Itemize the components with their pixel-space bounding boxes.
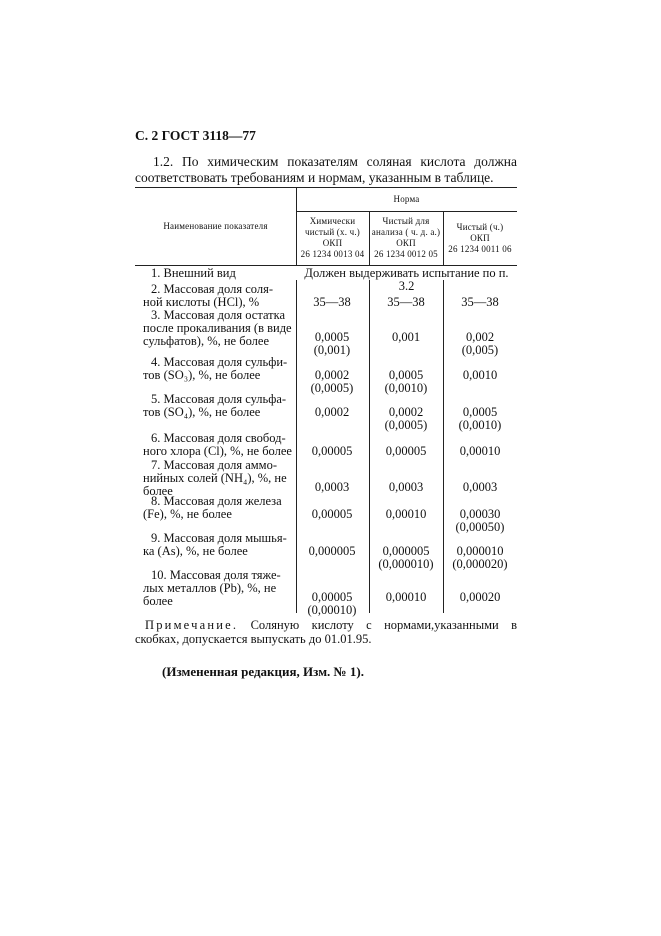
value-cell: 35—38 xyxy=(387,295,425,309)
value-cell: 0,0010 xyxy=(462,368,498,382)
value-cell: 0,00010 xyxy=(385,590,427,604)
indicator-line: 1. Внешний вид xyxy=(151,266,236,280)
value-cell xyxy=(296,331,368,357)
value-cell: 0,00020 xyxy=(459,590,501,604)
grade-header-line: ОКП xyxy=(470,233,490,243)
indicator-line: 8. Массовая доля железа xyxy=(151,494,282,508)
grade-header-ch xyxy=(443,222,517,255)
grade-header-line: ОКП xyxy=(396,238,416,248)
grade-header-line: Чистый (ч.) xyxy=(456,222,504,232)
indicator-line: 4. Массовая доля сульфи- xyxy=(151,355,288,369)
indicator-line: 5. Массовая доля сульфа- xyxy=(151,392,287,406)
indicator-line: сульфатов), %, не более xyxy=(143,334,270,348)
value-secondary: (0,0005) xyxy=(310,381,354,395)
value-primary: 0,0005 xyxy=(388,368,424,382)
value-cell: 0,00010 xyxy=(385,507,427,521)
value-secondary: (0,00010) xyxy=(307,603,357,617)
value-cell: 0,0003 xyxy=(314,480,350,494)
value-cell xyxy=(370,406,442,432)
value-primary: 0,002 xyxy=(465,330,495,344)
table-top-rule xyxy=(135,187,517,188)
intro-paragraph: 1.2. По химическим показателям соляная кислота должна соответствовать требованиям и нормам, указанным в таблице. xyxy=(135,154,517,185)
indicator-line: более xyxy=(143,594,173,608)
note-text: Соляную кислоту с нормами,указанными в скобках, допускается выпускать до 01.01.95. xyxy=(135,618,517,646)
value-cell xyxy=(444,331,516,357)
page-header: С. 2 ГОСТ 3118—77 xyxy=(135,128,256,143)
value-secondary: (0,001) xyxy=(313,343,351,357)
indicator-line: (Fe), %, не более xyxy=(143,507,232,521)
indicator-line: 2. Массовая доля соля- xyxy=(151,282,274,296)
amendment-note: (Измененная редакция, Изм. № 1). xyxy=(162,664,364,679)
value-secondary: (0,0010) xyxy=(384,381,428,395)
indicator-line: тов (SO₄), %, не более xyxy=(143,405,261,419)
value-cell: 0,0003 xyxy=(462,480,498,494)
indicator-text xyxy=(143,356,293,382)
value-cell: 0,0002 xyxy=(314,405,350,419)
value-primary: 0,0005 xyxy=(314,330,350,344)
grade-header-line: 26 1234 0013 04 xyxy=(300,249,365,259)
grade-header-line: 26 1234 0012 05 xyxy=(374,249,438,259)
grade-header-line: Чистый для xyxy=(382,216,430,226)
indicator-text xyxy=(143,495,293,521)
value-cell: 35—38 xyxy=(313,295,351,309)
value-secondary: (0,0005) xyxy=(384,418,428,432)
grade-header-line: Химически xyxy=(309,216,356,226)
value-cell xyxy=(296,591,368,617)
norm-subheader-rule xyxy=(296,211,517,212)
indicator-line: нийных солей (NH₄), %, не xyxy=(143,471,287,485)
value-cell xyxy=(296,369,368,395)
indicator-line: лых металлов (Pb), %, не xyxy=(143,581,277,595)
value-secondary: (0,005) xyxy=(461,343,499,357)
value-cell: 0,00005 xyxy=(311,507,353,521)
value-primary: 0,0005 xyxy=(462,405,498,419)
merged-norm-cell: Должен выдерживать испытание по п. 3.2 xyxy=(304,266,509,293)
value-cell: 35—38 xyxy=(461,295,499,309)
indicator-text xyxy=(143,459,293,498)
indicator-line: 9. Массовая доля мышья- xyxy=(151,531,287,545)
value-secondary: (0,00050) xyxy=(455,520,505,534)
value-cell: 0,000005 xyxy=(308,544,356,558)
value-primary: 0,000010 xyxy=(456,544,504,558)
value-primary: 0,00030 xyxy=(459,507,501,521)
grade-header-xch xyxy=(296,216,369,260)
indicator-line: более xyxy=(143,484,173,498)
indicator-line: 6. Массовая доля свобод- xyxy=(151,431,286,445)
value-primary: 0,000005 xyxy=(382,544,430,558)
indicator-line: 3. Массовая доля остатка xyxy=(151,308,286,322)
grade-header-line: 26 1234 0011 06 xyxy=(448,244,512,254)
indicator-line: ной кислоты (HCl), % xyxy=(143,295,260,309)
indicator-line: ка (As), %, не более xyxy=(143,544,248,558)
indicator-line: 7. Массовая доля аммо- xyxy=(151,458,278,472)
value-primary: 0,0002 xyxy=(314,368,350,382)
indicator-text xyxy=(143,283,293,309)
note-label: Примечание. xyxy=(145,618,239,632)
value-cell xyxy=(444,406,516,432)
value-cell xyxy=(444,545,516,571)
value-cell xyxy=(370,545,442,571)
value-cell: 0,00010 xyxy=(459,444,501,458)
value-primary: 0,00005 xyxy=(311,590,353,604)
value-secondary: (0,0010) xyxy=(458,418,502,432)
indicator-text xyxy=(143,393,293,419)
col-norm-header: Норма xyxy=(393,194,420,204)
table-note xyxy=(135,618,517,646)
grade-header-line: анализа ( ч. д. а.) xyxy=(371,227,441,237)
indicator-line: после прокаливания (в виде xyxy=(143,321,292,335)
indicator-line: 10. Массовая доля тяже- xyxy=(151,568,281,582)
indicator-text xyxy=(143,569,293,608)
value-cell: 0,001 xyxy=(391,330,421,344)
grade-header-chda xyxy=(369,216,443,260)
indicator-line: тов (SO₃), %, не более xyxy=(143,368,261,382)
value-cell xyxy=(444,508,516,534)
value-secondary: (0,000020) xyxy=(452,557,508,571)
indicator-text xyxy=(143,267,293,280)
grade-header-line: чистый (х. ч.) xyxy=(305,227,360,237)
value-cell: 0,00005 xyxy=(311,444,353,458)
indicator-text xyxy=(143,309,293,348)
value-primary: 0,0002 xyxy=(388,405,424,419)
indicator-text xyxy=(143,532,293,558)
indicator-line: ного хлора (Cl), %, не более xyxy=(143,444,292,458)
grade-header-line: ОКП xyxy=(322,238,343,248)
value-cell xyxy=(370,369,442,395)
value-secondary: (0,000010) xyxy=(378,557,434,571)
indicator-text xyxy=(143,432,293,458)
value-cell: 0,00005 xyxy=(385,444,427,458)
col-indicator-header: Наименование показателя xyxy=(163,221,268,231)
value-cell: 0,0003 xyxy=(388,480,424,494)
